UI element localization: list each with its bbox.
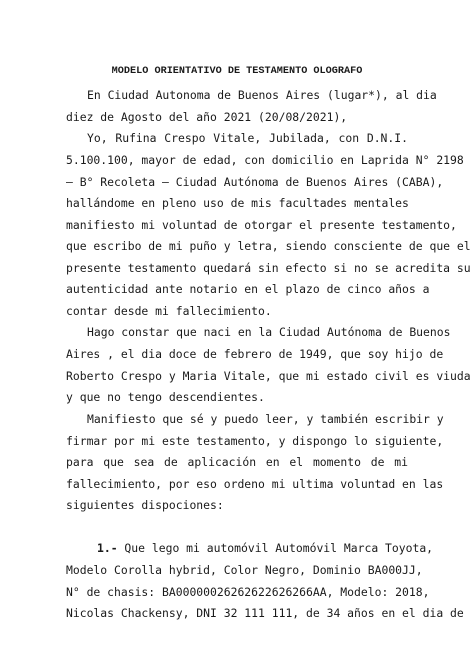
paragraph-4-line-5: siguientes dispociones:: [66, 498, 224, 512]
paragraph-2-line-2: 5.100.100, mayor de edad, con domicilio en Laprida N° 2198: [66, 153, 464, 167]
item-1-line-2: Modelo Corolla hybrid, Color Negro, Dominio BA000JJ,: [66, 563, 423, 577]
paragraph-4-line-3: para que sea de aplicación en el momento de mi: [66, 455, 408, 469]
paragraph-2-line-4: hallándome en pleno uso de mis facultades mentales: [66, 196, 409, 210]
paragraph-4-line-1: Manifiesto que sé y puedo leer, y también escribir y: [87, 412, 444, 426]
item-1-line-3: N° de chasis: BA00000026262622626266AA, Modelo: 2018,: [66, 585, 430, 599]
paragraph-3-line-3: Roberto Crespo y Maria Vitale, que mi estado civil es viuda: [66, 369, 471, 383]
paragraph-3-line-1: Hago constar que naci en la Ciudad Autónoma de Buenos: [87, 325, 451, 339]
paragraph-2-line-1: Yo, Rufina Crespo Vitale, Jubilada, con D.N.I.: [87, 131, 408, 145]
paragraph-3-line-2: Aires , el dia doce de febrero de 1949, que soy hijo de: [66, 347, 444, 361]
paragraph-2-line-8: autenticidad ante notario en el plazo de cinco años a: [66, 282, 430, 296]
item-1-line-4: Nicolas Chackensy, DNI 32 111 111, de 34 años en el dia de: [66, 606, 464, 620]
paragraph-4-line-4: fallecimiento, por eso ordeno mi ultima voluntad en las: [66, 477, 444, 491]
paragraph-1-line-2: diez de Agosto del año 2021 (20/08/2021),: [66, 110, 348, 124]
paragraph-1-line-1: En Ciudad Autonoma de Buenos Aires (lugar*), al dia: [87, 88, 437, 102]
item-1-number: 1.-: [97, 541, 118, 555]
paragraph-2-line-5: manifiesto mi voluntad de otorgar el presente testamento,: [66, 218, 457, 232]
paragraph-2-line-3: – B° Recoleta – Ciudad Autónoma de Buenos Aires (CABA),: [66, 175, 444, 189]
paragraph-3-line-4: y que no tengo descendientes.: [66, 390, 265, 404]
paragraph-2-line-9: contar desde mi fallecimiento.: [66, 304, 272, 318]
paragraph-2-line-7: presente testamento quedará sin efecto si no se acredita su: [66, 261, 471, 275]
paragraph-4-line-2: firmar por mi este testamento, y dispongo lo siguiente,: [66, 434, 444, 448]
paragraph-2-line-6: que escribo de mi puño y letra, siendo consciente de que el: [66, 239, 471, 253]
item-1-line-1: [97, 541, 434, 555]
document-title: MODELO ORIENTATIVO DE TESTAMENTO OLOGRAFO: [111, 66, 363, 77]
item-1-first-line-text: Que lego mi automóvil Automóvil Marca Toyota,: [117, 541, 434, 555]
